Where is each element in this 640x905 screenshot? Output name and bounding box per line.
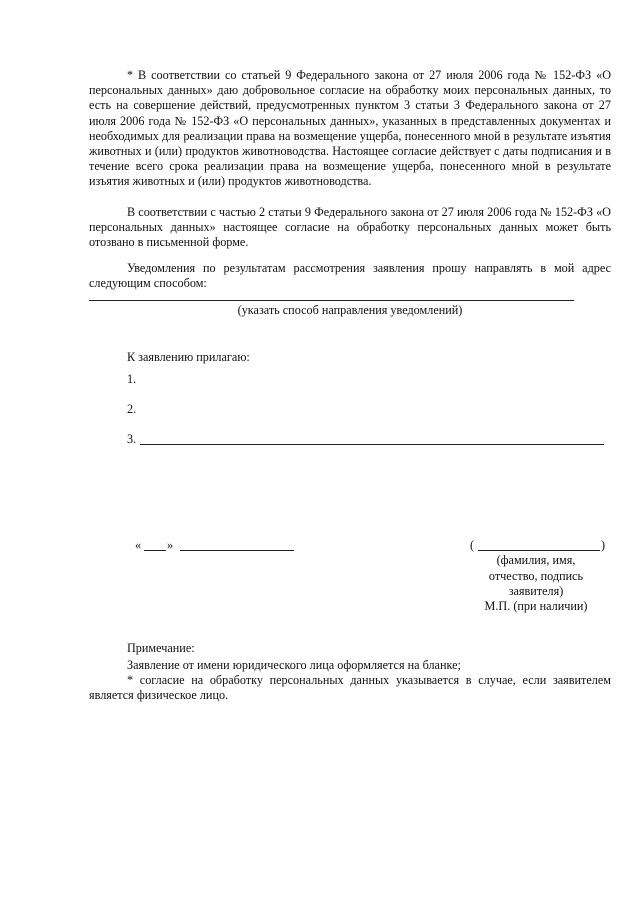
date-close-quote: » [167, 538, 174, 552]
notification-method-line[interactable] [89, 300, 574, 301]
note-line-1: Заявление от имени юридического лица оформляется на бланке; [127, 658, 461, 672]
attachment-item-3-number: 3. [127, 432, 137, 446]
consent-text: * В соответствии со статьей 9 Федерального закона от 27 июля 2006 года № 152-ФЗ «О персональных данных» даю добровольное согласие на обработку моих персональных данных, то есть на совершение действий, предусмотренных пунктом 3 статьи 3 Федерального закона от 27 июля 2006 года № 152-ФЗ «О персональных данных», указанных в представленных документах и необходимых для реализации права на возмещение ущерба, понесенного мной в результате изъятия животных и (или) продуктов животноводства. Настоящее согласие действует с даты подписания и в течение всего срока реализации права на возмещение ущерба, понесенного мной в результате изъятия животных и (или) продуктов животноводства. [89, 68, 611, 189]
attachment-item-3-line[interactable] [140, 444, 604, 445]
consent-revocation-paragraph [89, 205, 611, 251]
name-close-paren: ) [601, 538, 606, 552]
attachment-item-1-number: 1. [127, 372, 137, 386]
notification-text: Уведомления по результатам рассмотрения заявления прошу направлять в мой адрес следующим способом: [89, 261, 611, 291]
notification-paragraph [89, 261, 611, 291]
date-month-line[interactable] [180, 550, 294, 551]
consent-paragraph [89, 68, 611, 190]
applicant-signature-line[interactable] [478, 550, 600, 551]
note-line-2: * согласие на обработку персональных данных указывается в случае, если заявителем является физическое лицо. [89, 673, 611, 703]
attachment-item-2-number: 2. [127, 402, 137, 416]
date-open-quote: « [135, 538, 142, 552]
note-heading: Примечание: [127, 641, 195, 655]
notification-method-hint: (указать способ направления уведомлений) [237, 303, 463, 317]
signature-caption-line2: отчество, подпись [488, 569, 584, 583]
signature-caption-line3: заявителя) [508, 584, 564, 598]
date-day-line[interactable] [144, 550, 166, 551]
name-open-paren: ( [470, 538, 475, 552]
consent-revocation-text: В соответствии с частью 2 статьи 9 Федерального закона от 27 июля 2006 года № 152-ФЗ «О персональных данных» настоящее согласие на обработку персональных данных может быть отозвано в письменной форме. [89, 205, 611, 250]
note-line-2-paragraph [89, 673, 611, 703]
signature-caption-line1: (фамилия, имя, [496, 553, 576, 567]
attachments-heading: К заявлению прилагаю: [127, 350, 250, 364]
seal-caption: М.П. (при наличии) [484, 599, 588, 613]
